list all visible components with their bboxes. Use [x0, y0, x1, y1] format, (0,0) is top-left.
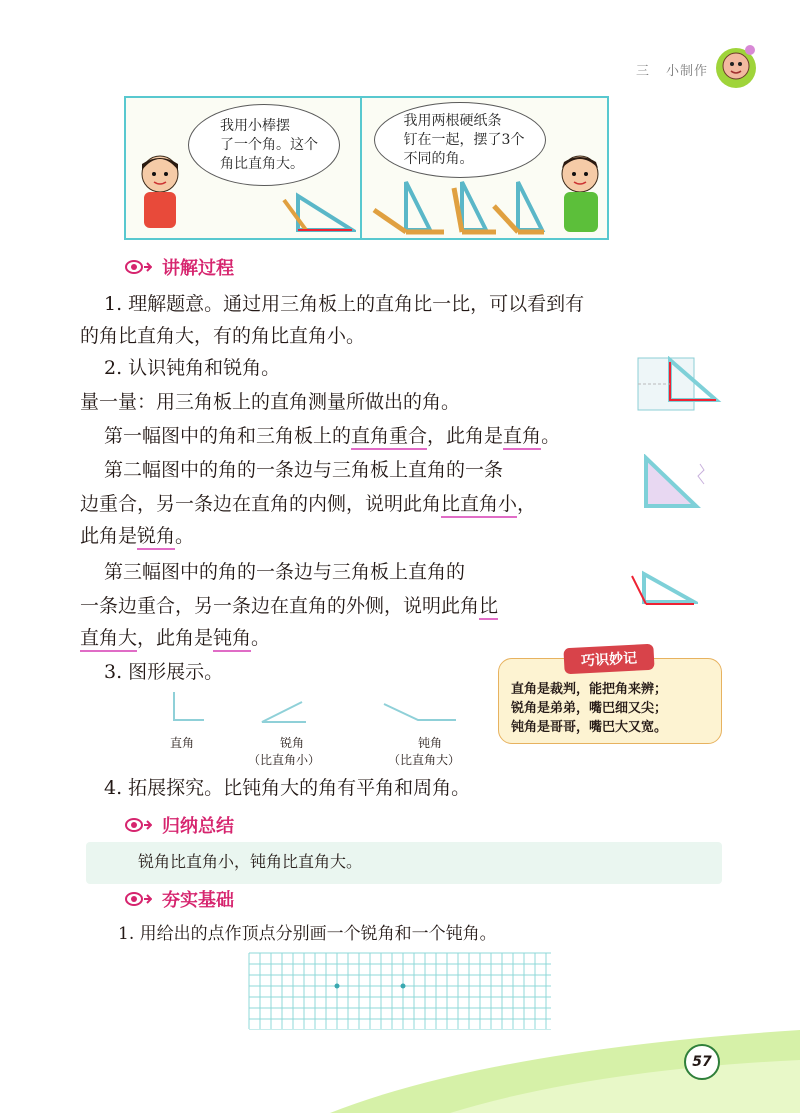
- acute-angle-figure: [258, 700, 308, 726]
- boy-right-icon: [550, 148, 606, 234]
- paragraph: [80, 520, 194, 552]
- bubble-left-line: 了一个角。这个: [220, 136, 318, 153]
- chapter-header: [636, 60, 708, 79]
- vertex-point[interactable]: [335, 984, 340, 989]
- text: ，: [517, 493, 537, 515]
- paragraph: 第三幅图中的角的一条边与三角板上直角的: [104, 561, 466, 583]
- chapter-number: 三: [636, 64, 651, 79]
- vertex-point[interactable]: [401, 984, 406, 989]
- eye-arrow-icon: [124, 259, 152, 275]
- acute-angle-sublabel: （比直角小）: [248, 753, 321, 767]
- boy-left-icon: [130, 148, 190, 232]
- bottom-green-wave: [330, 1010, 800, 1113]
- eye-arrow-icon: [124, 891, 152, 907]
- exercise-question: 1. 用给出的点作顶点分别画一个锐角和一个钝角。: [118, 924, 497, 944]
- eye-arrow-icon: [124, 817, 152, 833]
- section-title-text: 讲解过程: [162, 258, 234, 279]
- paragraph: 的角比直角大，有的角比直角小。: [80, 325, 366, 347]
- section-title-basics: [124, 886, 234, 912]
- paragraph: 1. 理解题意。通过用三角板上的直角比一比，可以看到有: [104, 293, 585, 315]
- text: 第一幅图中的角和三角板上的: [104, 425, 352, 447]
- speech-bubble-left: [188, 104, 340, 186]
- paragraph: 2. 认识钝角和锐角。: [104, 357, 281, 379]
- three-angles-with-triangles-icon: [370, 178, 546, 240]
- page-number: 57: [684, 1044, 720, 1080]
- section-title-summary: [124, 812, 234, 838]
- bubble-left-line: 角比直角大。: [220, 155, 304, 172]
- panel-divider: [360, 98, 362, 238]
- bubble-right-line: 我用两根硬纸条: [403, 112, 502, 129]
- comic-panel: [124, 96, 609, 240]
- right-angle-figure: [168, 690, 208, 726]
- obtuse-angle-figure: [382, 700, 458, 726]
- acute-angle-match-icon: [640, 454, 710, 512]
- section-title-text: 夯实基础: [162, 890, 234, 911]
- triangle-ruler-stick-icon: [276, 190, 356, 236]
- speech-bubble-right: [374, 102, 546, 178]
- underlined-text: 钝角: [213, 627, 251, 652]
- obtuse-angle-sublabel: （比直角大）: [388, 753, 461, 767]
- obtuse-angle-match-icon: [628, 570, 698, 610]
- bubble-left-line: 我用小棒摆: [220, 117, 290, 134]
- chapter-title: 小制作: [666, 64, 709, 79]
- underlined-text: 直角大: [80, 627, 137, 652]
- tip-line: 锐角是弟弟，嘴巴细又尖；: [511, 701, 668, 716]
- text: 。: [541, 425, 561, 447]
- summary-text: 锐角比直角小，钝角比直角大。: [138, 852, 363, 871]
- right-angle-label: 直角: [170, 736, 195, 750]
- section-title-explain: [124, 254, 234, 280]
- paragraph: [80, 622, 270, 654]
- paragraph: 第二幅图中的角的一条边与三角板上直角的一条: [104, 459, 504, 481]
- text: 边重合，另一条边在直角的内侧，说明此角: [80, 493, 442, 515]
- text: 一条边重合，另一条边在直角的外侧，说明此角: [80, 595, 480, 617]
- paragraph: 3. 图形展示。: [104, 661, 224, 683]
- paragraph: 4. 拓展探究。比钝角大的角有平角和周角。: [104, 777, 471, 799]
- underlined-text: 直角重合: [351, 425, 427, 450]
- text: 。: [251, 627, 271, 649]
- paragraph: [80, 488, 536, 520]
- paragraph: 量一量：用三角板上的直角测量所做出的角。: [80, 391, 461, 413]
- text: ，此角是: [137, 627, 214, 649]
- paragraph: [104, 420, 560, 452]
- text: 此角是: [80, 525, 138, 547]
- summary-box: [86, 842, 722, 884]
- right-angle-match-icon: [636, 356, 722, 412]
- underlined-text: 比直角小: [441, 493, 517, 518]
- tip-line: 钝角是哥哥，嘴巴大又宽。: [511, 720, 668, 735]
- obtuse-angle-label: 钝角: [418, 736, 443, 750]
- mascot-icon: [712, 40, 760, 92]
- tip-line: 直角是裁判，能把角来辨；: [511, 682, 668, 697]
- text: 。: [175, 525, 195, 547]
- memory-tip-badge: 巧识妙记: [563, 644, 654, 675]
- section-title-text: 归纳总结: [162, 816, 234, 837]
- bubble-right-line: 钉在一起，摆了3个: [403, 131, 525, 148]
- underlined-text: 直角: [503, 425, 541, 450]
- underlined-text: 锐角: [137, 525, 175, 550]
- text: ，此角是: [427, 425, 504, 447]
- acute-angle-label: 锐角: [280, 736, 305, 750]
- bubble-right-line: 不同的角。: [403, 150, 474, 167]
- underlined-text: 比: [479, 595, 498, 620]
- paragraph: [80, 590, 498, 622]
